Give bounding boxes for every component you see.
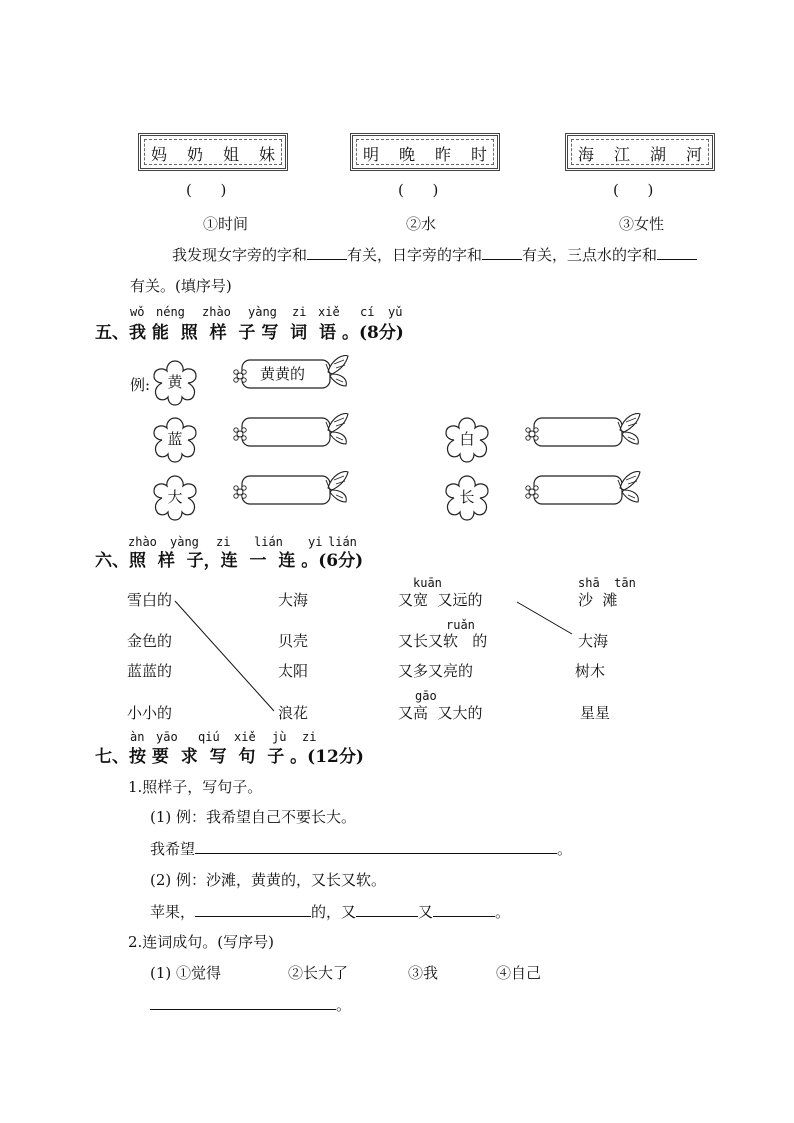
group-char: 妹 [258,145,275,164]
col2-item[interactable]: 大海 [278,591,309,609]
flower-char: 大 [167,488,183,506]
group-char: 奶 [186,145,203,164]
answer-line-3 [150,994,351,1015]
answer-blank[interactable] [356,902,418,917]
example-line-1 [175,601,274,711]
answer-blank[interactable] [150,995,336,1010]
col1-item[interactable]: 小小的 [127,704,173,722]
pinyin: cí [360,305,375,319]
fill-text: 有关，日字旁的字和 [347,246,483,264]
q7-heading: 七、按 要 求 写 句 子 。(12分) [95,747,364,767]
answer-paren-3[interactable]: ( ) [613,181,654,199]
flower-char: 长 [459,488,475,506]
answer-end: 。 [557,840,573,858]
group-char: 妈 [150,145,167,164]
word-option: (1) ①觉得 [150,964,222,982]
answer-end: 。 [495,903,511,921]
pinyin: qiú [198,730,220,744]
example-1: (1) 例：我希望自己不要长大。 [150,808,357,826]
col2-item[interactable]: 贝壳 [278,632,309,650]
sub-question-2: 2.连词成句。(写序号) [128,933,275,951]
col4-item[interactable]: 大海 [578,632,609,650]
col1-item[interactable]: 蓝蓝的 [127,662,173,680]
group-char: 明 [362,145,379,164]
group-char: 江 [613,145,630,164]
pinyin: yāo [156,730,178,744]
answer-blank[interactable] [195,839,557,854]
answer-blank[interactable] [195,902,311,917]
flower-icon [442,414,492,464]
col4-item[interactable]: 树木 [575,662,606,680]
example-line-2 [517,602,572,634]
pinyin: wǒ [130,305,145,319]
answer-text: 苹果， [150,903,196,921]
flower-icon [150,357,200,407]
answer-prefix: 我希望 [150,840,196,858]
answer-text: 的，又 [311,903,357,921]
flower-icon [150,472,200,522]
tag-word: 黄黄的 [260,365,306,383]
butterfly-tag-icon [232,352,352,396]
pinyin: lián [254,535,283,549]
sub-question-1: 1.照样子，写句子。 [128,778,263,796]
group-char: 湖 [649,145,666,164]
word-pinyin: shā tān [578,576,636,590]
butterfly-tag-icon[interactable] [524,468,644,512]
option-2: ②水 [406,215,437,233]
pinyin: zi [216,535,231,549]
example-2: (2) 例：沙滩，黄黄的，又长又软。 [150,871,387,889]
pinyin: lián [328,535,357,549]
word-pinyin: kuān [413,576,442,590]
word-option: ②长大了 [288,964,349,982]
col4-item[interactable]: 星星 [580,704,611,722]
pinyin: yǔ [388,305,403,319]
pinyin: néng [156,305,185,319]
flower-char: 蓝 [167,430,183,448]
col3-item[interactable]: 又高 又大的 [398,704,483,722]
flower-icon [150,414,200,464]
flower-char: 黄 [167,373,183,391]
butterfly-tag-icon[interactable] [232,468,352,512]
fill-sentence [172,244,697,265]
pinyin: yàng [248,305,277,319]
pinyin: zi [302,730,317,744]
q5-heading: 五、我 能 照 样 子 写 词 语 。(8分) [95,323,404,343]
fill-blank[interactable] [307,245,347,260]
flower-icon [442,472,492,522]
group-char: 海 [577,145,594,164]
answer-line-2 [150,901,510,922]
col1-item[interactable]: 金色的 [127,632,173,650]
fill-blank[interactable] [482,245,522,260]
flower-char: 白 [459,430,475,448]
pinyin: jù [272,730,287,744]
fill-text: 有关，三点水的字和 [522,246,658,264]
col2-item[interactable]: 太阳 [278,662,309,680]
char-group-1 [138,133,288,171]
example-label: 例: [130,376,151,394]
col2-item[interactable]: 浪花 [278,704,309,722]
pinyin: zhào [202,305,231,319]
fill-blank[interactable] [657,245,697,260]
pinyin: zi [292,305,307,319]
pinyin: xiě [234,730,256,744]
butterfly-tag-icon[interactable] [524,410,644,454]
group-char: 晚 [398,145,415,164]
group-char: 姐 [222,145,239,164]
fill-sentence-end: 有关。(填序号) [130,277,232,295]
answer-paren-2[interactable]: ( ) [398,181,439,199]
answer-blank[interactable] [433,902,495,917]
answer-text: 又 [418,903,434,921]
q6-heading: 六、照 样 子，连 一 连 。(6分) [95,551,364,571]
col3-item[interactable]: 又长又软 的 [398,632,488,650]
option-1: ①时间 [203,215,249,233]
fill-text: 我发现女字旁的字和 [172,246,308,264]
group-char: 河 [685,145,702,164]
col1-item[interactable]: 雪白的 [127,591,173,609]
group-char: 昨 [434,145,451,164]
answer-paren-1[interactable]: ( ) [186,181,227,199]
pinyin: yi [308,535,323,549]
pinyin: yàng [170,535,199,549]
word-pinyin: gāo [415,689,437,703]
char-group-3 [565,133,715,171]
char-group-2 [350,133,500,171]
word-pinyin: ruǎn [446,618,475,632]
word-option: ④自己 [496,964,542,982]
option-3: ③女性 [619,215,665,233]
word-option: ③我 [408,964,439,982]
col3-item[interactable]: 又多又亮的 [398,662,474,680]
butterfly-tag-icon[interactable] [232,410,352,454]
pinyin: xiě [318,305,340,319]
group-char: 时 [470,145,487,164]
pinyin: zhào [128,535,157,549]
pinyin: àn [130,730,145,744]
col3-item[interactable]: 又宽 又远的 [398,591,483,609]
col4-item[interactable]: 沙 滩 [578,591,618,609]
answer-line-1 [150,838,572,859]
answer-end: 。 [336,996,352,1014]
